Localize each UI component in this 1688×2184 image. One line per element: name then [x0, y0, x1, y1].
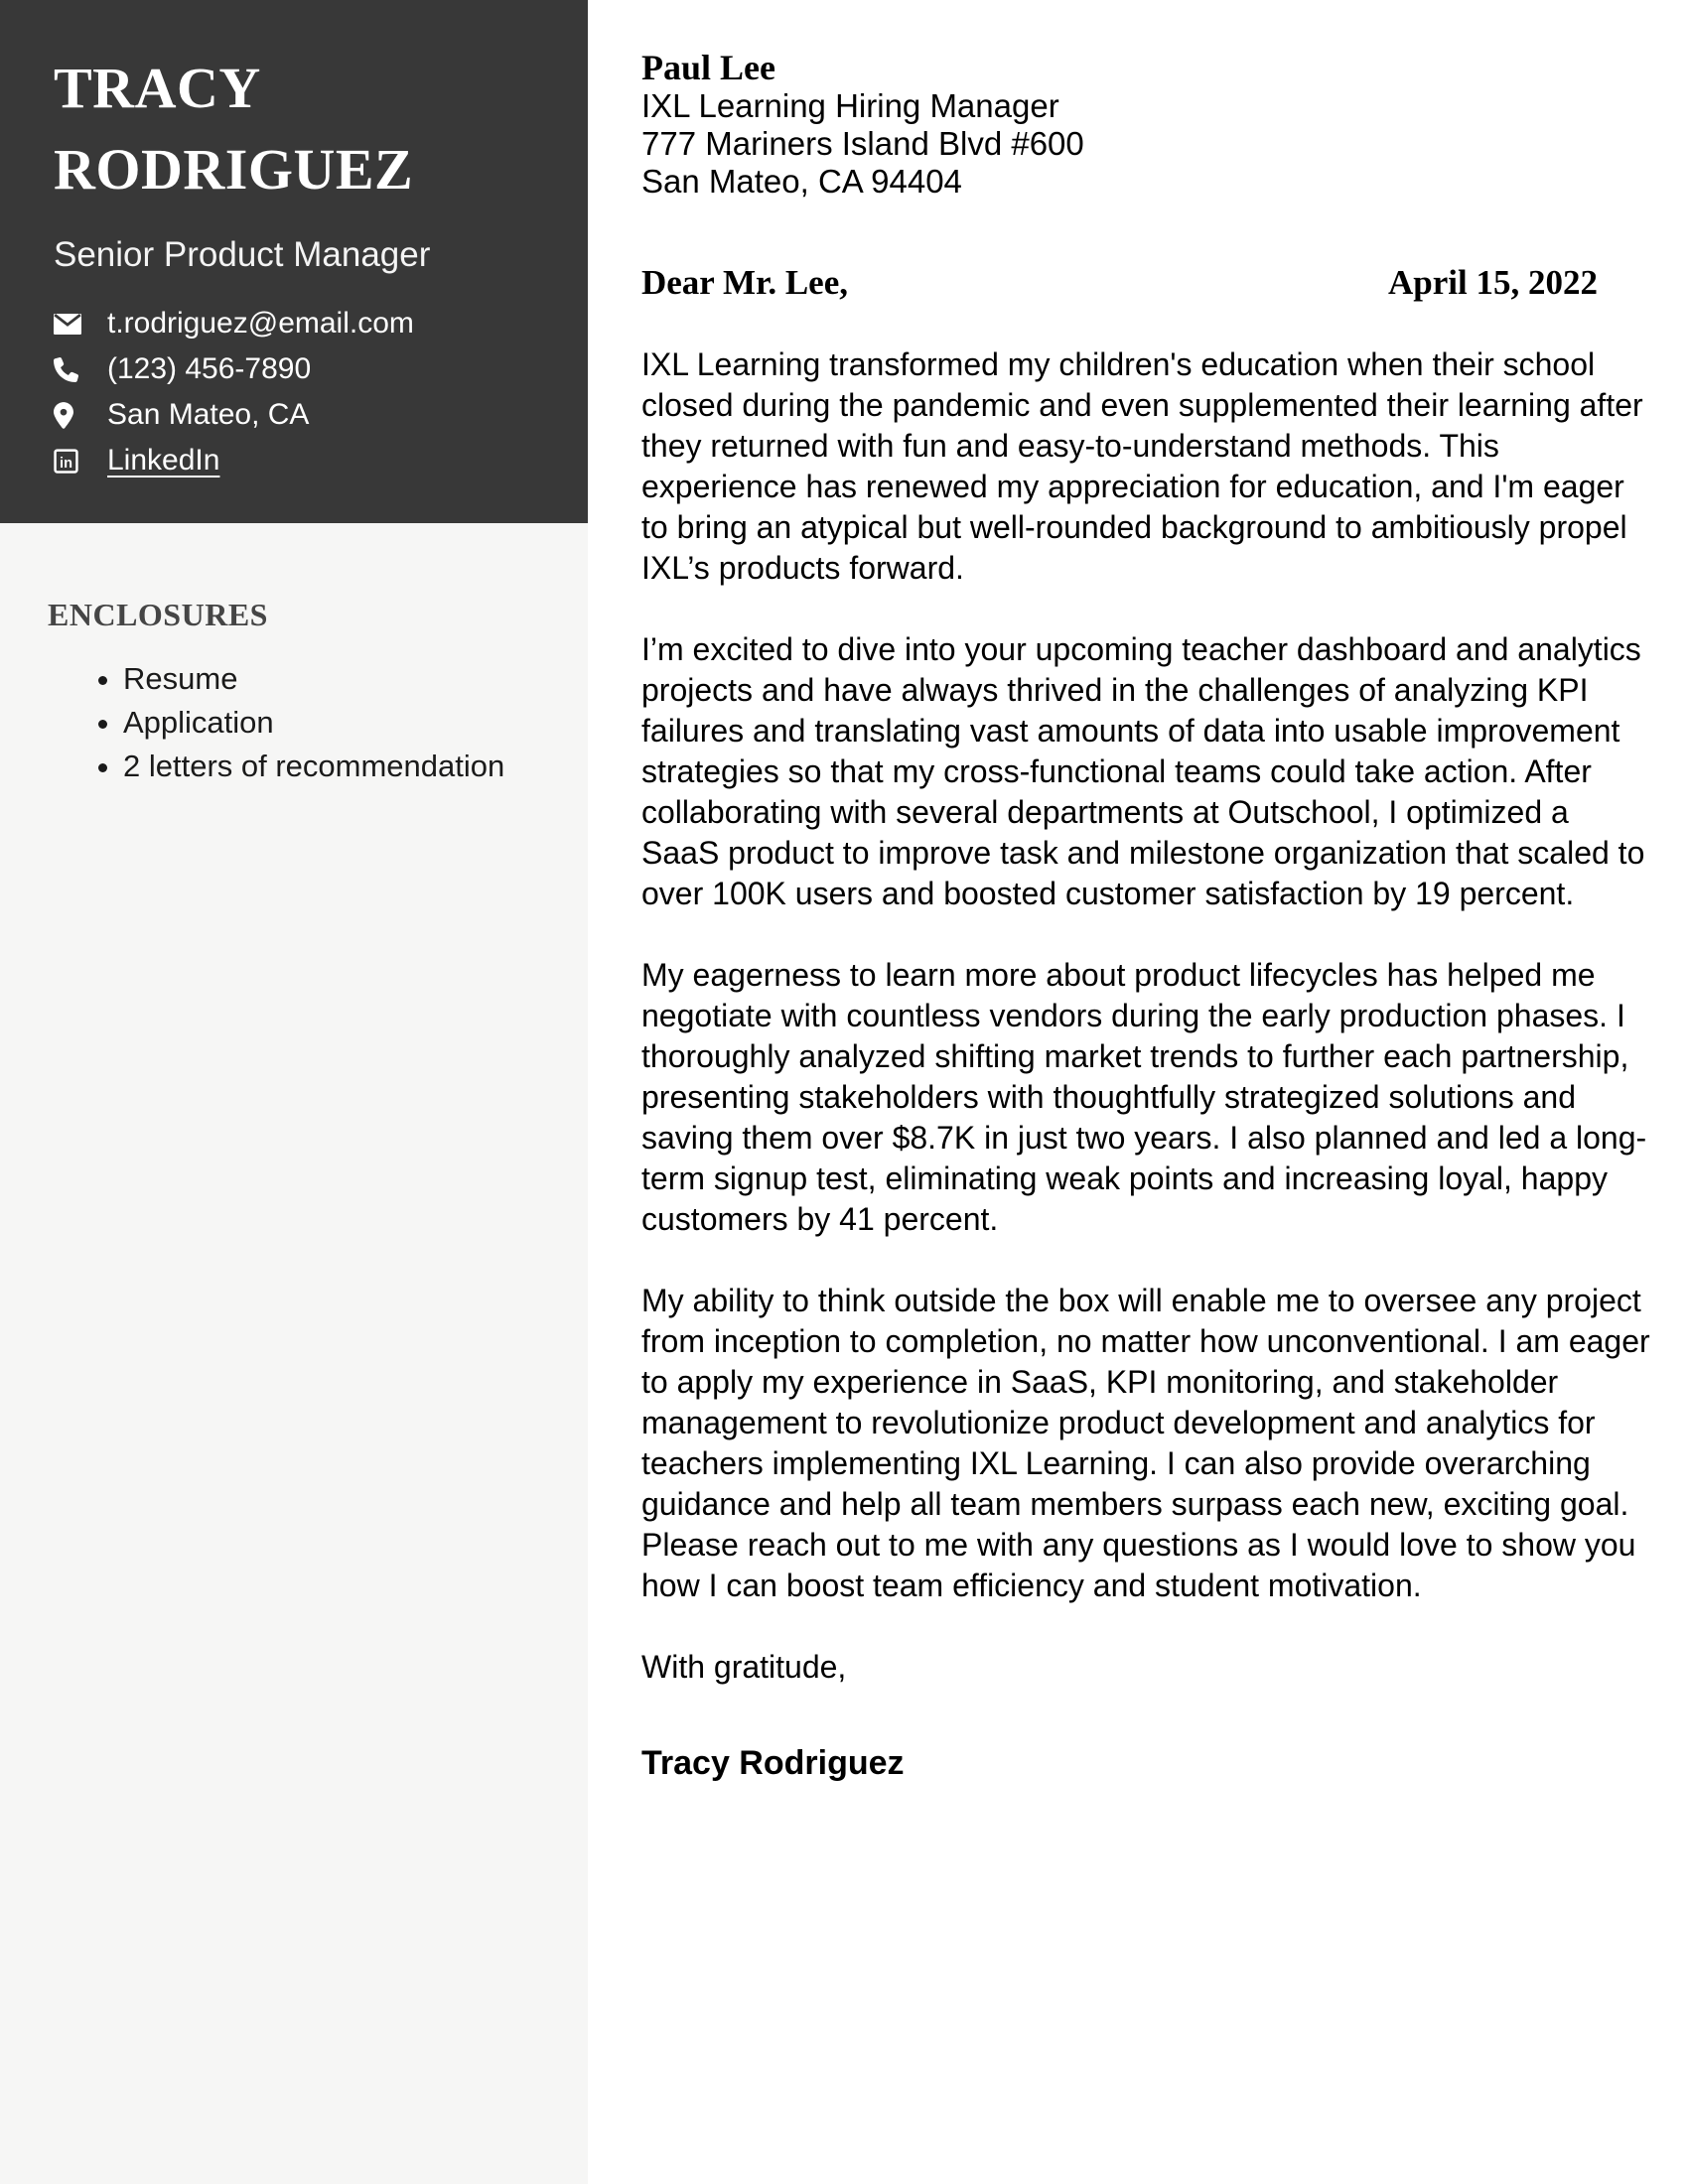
email-icon	[54, 314, 87, 335]
enclosures-section	[0, 523, 588, 788]
contact-row-linkedin[interactable]	[54, 438, 548, 483]
salutation-row	[641, 262, 1654, 304]
recipient-line: 777 Mariners Island Blvd #600	[641, 125, 1084, 162]
letter-paragraph-1: IXL Learning transformed my children's education when their school closed during the pandemic and even supplemented their learning after they returned with fun and easy-to-understand methods. This experience has renewed my appreciation for education, and I'm eager to bring an atypical but well-rounded background to ambitiously propel IXL’s products forward.	[641, 346, 1643, 586]
contact-phone-value: (123) 456-7890	[107, 352, 312, 385]
person-name-line1: TRACY	[54, 56, 261, 120]
person-name-line2: RODRIGUEZ	[54, 137, 414, 202]
phone-icon	[54, 357, 87, 382]
recipient-block	[641, 48, 1654, 201]
location-icon	[54, 402, 87, 429]
contact-row-phone	[54, 346, 548, 392]
enclosure-item: • Application	[123, 701, 558, 745]
letter-content	[641, 48, 1654, 1784]
sidebar	[0, 0, 588, 2184]
letter-paragraph-2: I’m excited to dive into your upcoming teacher dashboard and analytics projects and have always thrived in the challenges of analyzing KPI failures and translating vast amounts of data into usable improvement strategies so that my cross-functional teams could take action. After collaborating with several departments at Outschool, I optimized a SaaS product to improve task and milestone organization that scaled to over 100K users and boosted customer satisfaction by 19 percent.	[641, 631, 1645, 911]
enclosure-item: • 2 letters of recommendation	[123, 745, 558, 788]
salutation: Dear Mr. Lee,	[641, 263, 848, 302]
signature-name: Tracy Rodriguez	[641, 1744, 905, 1782]
enclosures-heading: ENCLOSURES	[48, 597, 268, 632]
contact-row-email	[54, 301, 548, 346]
svg-text:in: in	[60, 455, 72, 472]
letter-paragraph-4: My ability to think outside the box will enable me to oversee any project from inception to completion, no matter how unconventional. I am eager to apply my experience in SaaS, KPI monitoring, and stakeholder management to revolutionize product development and analytics for teachers implementing IXL Learning. I can also provide overarching guidance and help all team members surpass each new, exciting goal. Please reach out to me with any questions as I would love to show you how I can boost team efficiency and student motivation.	[641, 1283, 1650, 1603]
contact-email-value: t.rodriguez@email.com	[107, 307, 414, 340]
letter-paragraph-3: My eagerness to learn more about product lifecycles has helped me negotiate with countless vendors during the early production phases. I thoroughly analyzed shifting market trends to further each partnership, presenting stakeholders with thoughtfully strategized solutions and saving them over $8.7K in just two years. I also planned and led a long-term signup test, eliminating weak points and increasing loyal, happy customers by 41 percent.	[641, 957, 1647, 1237]
sidebar-header	[0, 0, 588, 523]
person-name	[54, 48, 548, 210]
enclosure-item: • Resume	[123, 657, 558, 701]
letter-date: April 15, 2022	[1388, 263, 1598, 302]
linkedin-icon	[54, 449, 87, 474]
letter-page	[588, 0, 1688, 2184]
linkedin-link[interactable]: LinkedIn	[107, 444, 220, 477]
recipient-name: Paul Lee	[641, 48, 775, 87]
closing-line: With gratitude,	[641, 1649, 847, 1685]
enclosures-list	[48, 657, 558, 788]
recipient-line: IXL Learning Hiring Manager	[641, 87, 1059, 124]
contact-location-value: San Mateo, CA	[107, 398, 310, 431]
contact-row-location	[54, 392, 548, 438]
person-job-title: Senior Product Manager	[54, 235, 431, 274]
recipient-line: San Mateo, CA 94404	[641, 163, 962, 200]
contact-list	[54, 301, 548, 483]
